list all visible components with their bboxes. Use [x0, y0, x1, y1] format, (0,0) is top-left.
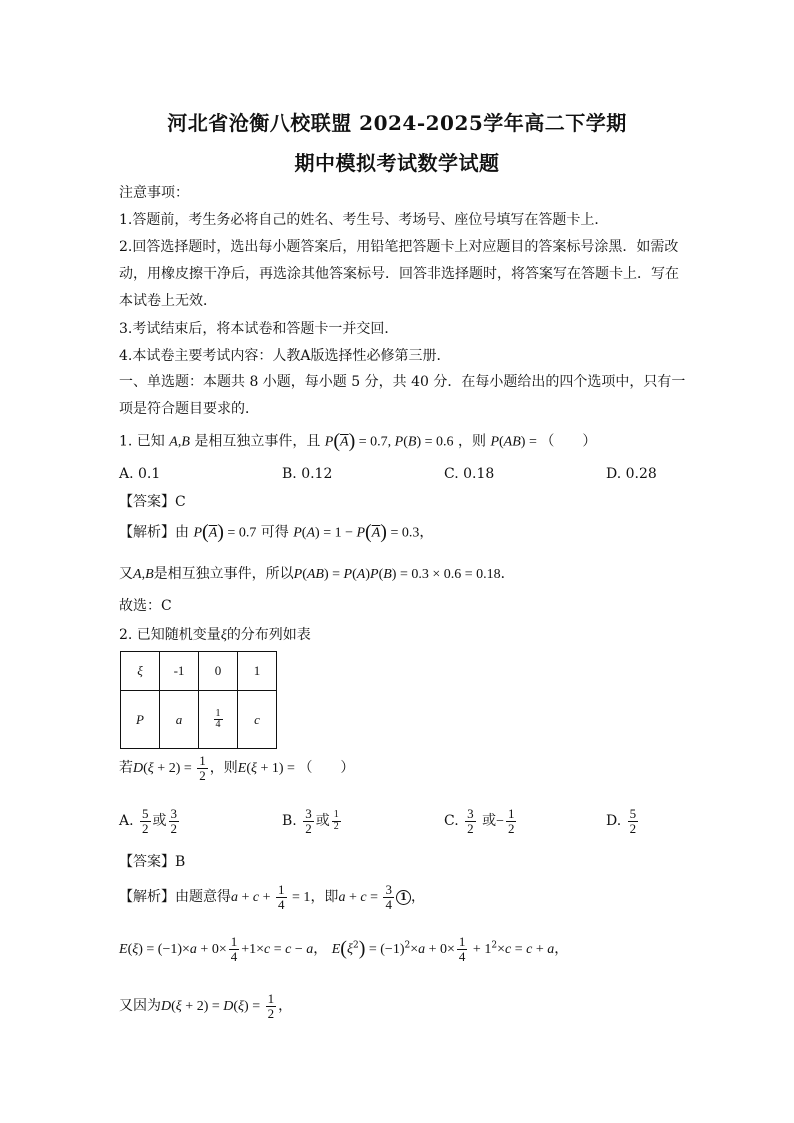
q2-option-a: A. $\frac{5}{2}$ 或 $\frac{3}{2}$ — [119, 806, 178, 836]
table-cell-x1: -1 — [160, 652, 199, 691]
notice-item-2: 2.回答选择题时，选出每小题答案后，用铅笔把答题卡上对应题目的答案标号涂黑．如需改 — [119, 239, 679, 255]
question-1: 1. 已知 A,B 是相互独立事件，且 $P(\overline{A}) = 0.7$, P(B) = 0.6 ，则 P(AB) = （ ） — [119, 430, 597, 452]
table-cell-p2: $\frac{1}{4}$ — [199, 691, 238, 749]
q1-prefix: 1. 已知 — [119, 433, 165, 450]
q2-option-d: D. $\frac{5}{2}$ — [606, 806, 637, 836]
q1-text-c: （ ） — [540, 433, 597, 450]
notice-item-2-cont: 动，用橡皮擦干净后，再选涂其他答案标号．回答非选择题时，将答案写在答题卡上．写在 — [119, 266, 679, 282]
circled-one-icon: 1 — [396, 890, 411, 905]
section-heading: 一、单选题：本题共 8 小题，每小题 5 分，共 40 分．在每小题给出的四个选项中，只有一 — [119, 374, 686, 390]
q2-option-c: C. $\frac{3}{2}$ 或− $\frac{1}{2}$ — [444, 806, 515, 836]
q2-explanation-2: E(ξ) = (−1)×a + 0× $\frac{1}{4}$ +1×c = c − a， $E(\xi^2) = (-1)^2\times a + 0\times$ $\frac{1}{4}$ + $1^2\times c = c + a$， — [119, 934, 569, 964]
notice-item-3: 3.考试结束后，将本试卷和答题卡一并交回． — [119, 321, 399, 337]
notice-heading: 注意事项： — [119, 185, 189, 201]
q1-explanation-2: 又A,B是相互独立事件，所以P(AB) = P(A)P(B) = 0.3 × 0.6 = 0.18． — [119, 566, 515, 582]
q1-option-b: B. 0.12 — [282, 466, 333, 482]
q1-text-b: ，则 — [457, 433, 486, 450]
question-2: 2. 已知随机变量ξ的分布列如表 — [119, 627, 311, 643]
table-cell-p1: a — [160, 691, 199, 749]
notice-item-4: 4.本试卷主要考试内容：人教A版选择性必修第三册． — [119, 348, 451, 364]
q1-text-a: 是相互独立事件，且 — [194, 433, 321, 450]
table-cell-x2: 0 — [199, 652, 238, 691]
q2-explanation-3: 又因为D(ξ + 2) = D(ξ) = $\frac{1}{2}$ ， — [119, 991, 293, 1021]
q1-option-a: A. 0.1 — [119, 466, 161, 482]
distribution-table — [120, 651, 277, 749]
q1-explanation-1: 【解析】由 $P(\overline{A}) = 0.7$ 可得 $P(A) = 1 - P(\overline{A}) = 0.3$， — [119, 521, 434, 543]
q1-answer: 【答案】C — [119, 494, 186, 510]
exam-title-line1: 河北省沧衡八校联盟 2024-2025学年高二下学期 — [167, 111, 627, 135]
q2-answer: 【答案】B — [119, 854, 186, 870]
q2-condition: 若D(ξ + 2) = $\frac{1}{2}$ ，则E(ξ + 1) = （ ） — [119, 753, 355, 783]
table-header-p: P — [121, 691, 160, 749]
table-cell-x3: 1 — [238, 652, 277, 691]
q2-option-b: B. $\frac{3}{2}$ 或 $\frac{1}{2}$ — [282, 806, 339, 836]
section-heading-cont: 项是符合题目要求的． — [119, 401, 259, 417]
q1-conclusion: 故选：C — [119, 598, 172, 614]
notice-item-1: 1.答题前，考生务必将自己的姓名、考生号、考场号、座位号填写在答题卡上． — [119, 212, 609, 228]
q2-explanation-1: 【解析】由题意得a + c + $\frac{1}{4}$ = 1，即a + c = $\frac{3}{4}$ 1 ， — [119, 882, 425, 912]
exam-title-line2: 期中模拟考试数学试题 — [294, 151, 500, 175]
notice-item-2-end: 本试卷上无效． — [119, 293, 217, 309]
q1-option-d: D. 0.28 — [606, 466, 657, 482]
q1-option-c: C. 0.18 — [444, 466, 495, 482]
table-cell-p3: c — [238, 691, 277, 749]
table-header-xi: ξ — [121, 652, 160, 691]
